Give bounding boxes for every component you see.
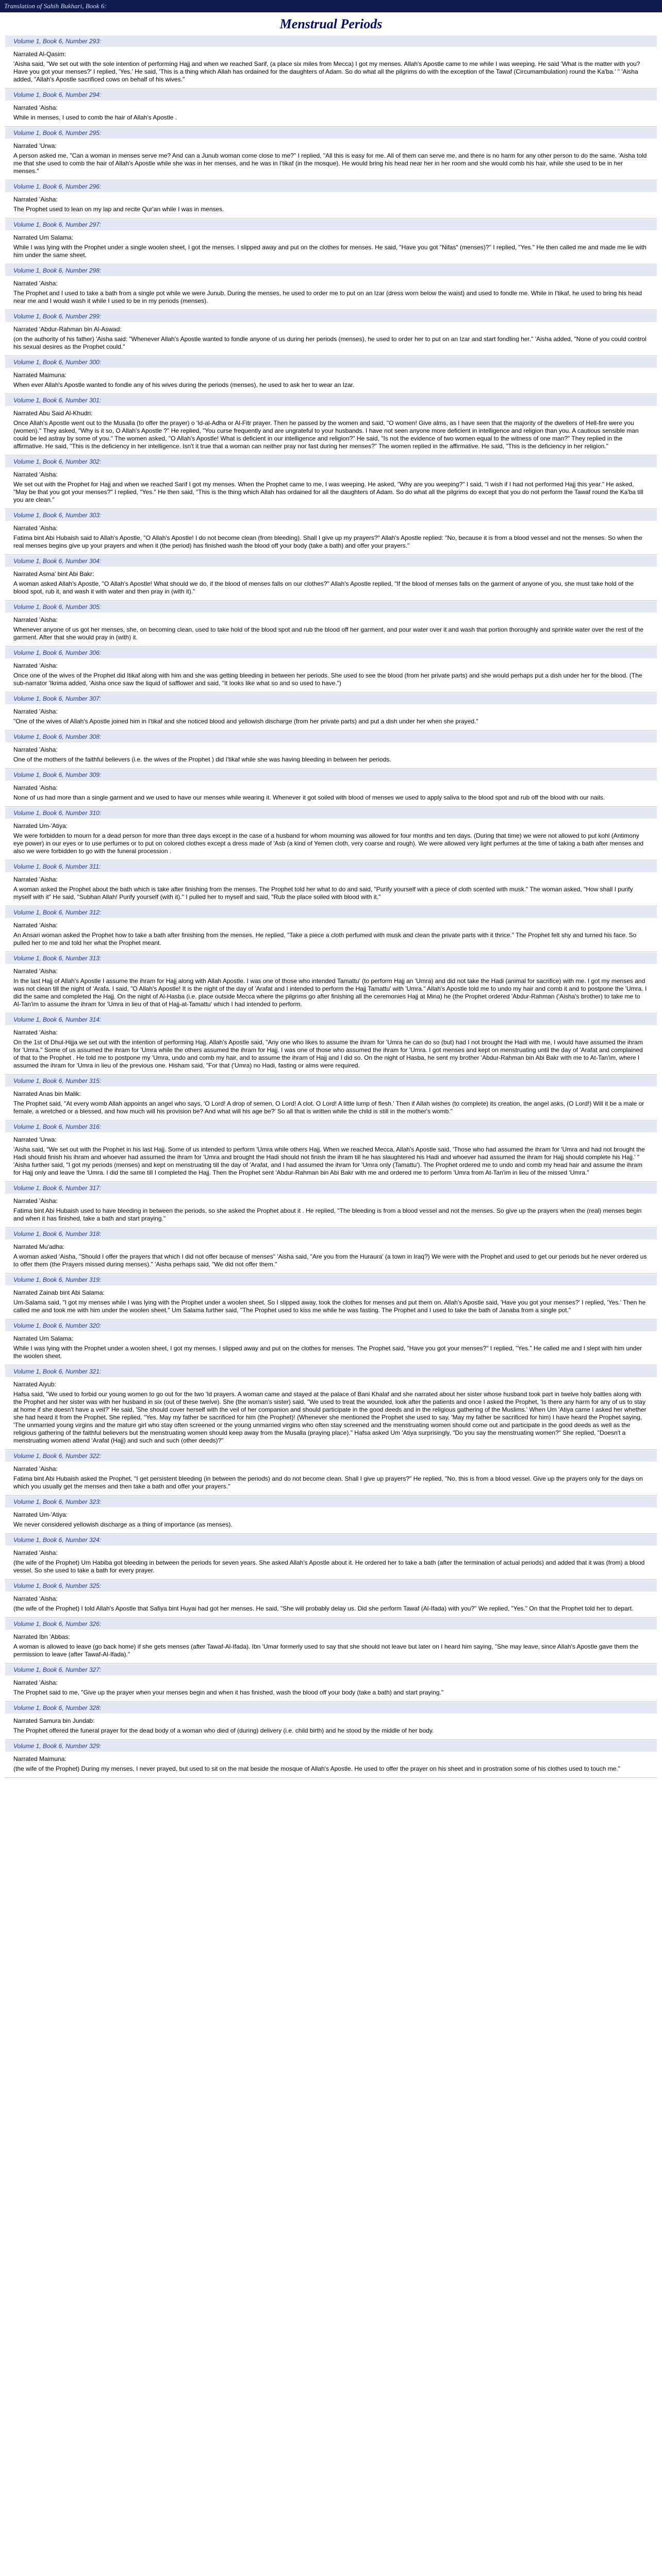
hadith-entry — [5, 1618, 657, 1664]
hadith-text: (the wife of the Prophet) During my menses, I never prayed, but used to sit on the mat beside the mosque of Allah's Apostle. He used to offer the prayer on his sheet and in prostration some of his clothes used to touch me." — [13, 1765, 620, 1772]
hadith-entry — [5, 807, 657, 860]
hadith-narrator: Narrated 'Aisha: — [13, 280, 58, 287]
hadith-text: While I was lying with the Prophet under a single woolen sheet, I got the menses. I slipped away and put on the clothes for menses. He said, "Have you got "Nifas" (menses)?" I replied, "Yes." He then called me and made me lie with him under the same sheet. — [13, 244, 647, 259]
hadith-reference: Volume 1, Book 6, Number 299: — [5, 310, 657, 322]
hadith-narrator: Narrated 'Aisha: — [13, 922, 58, 929]
hadith-text: While I was lying with the Prophet under a woolen sheet, I got my menses. I slipped away and put on the clothes for menses. The Prophet said, "Have you got your menses?" I replied, "Yes." He called me and I slept with him under the woolen sheet. — [13, 1345, 642, 1360]
hadith-reference: Volume 1, Book 6, Number 307: — [5, 692, 657, 704]
hadith-reference: Volume 1, Book 6, Number 311: — [5, 860, 657, 872]
hadith-text: The Prophet offered the funeral prayer for the dead body of a woman who died of (during) delivery (i.e. child birth) and he stood by the middle of her body. — [13, 1727, 434, 1734]
hadith-entry — [5, 509, 657, 555]
hadith-entry — [5, 647, 657, 692]
hadith-text: (the wife of the Prophet) Um Habiba got bleeding in between the periods for seven years. She asked Allah's Apostle about it. He ordered her to take a bath (after the termination of actual periods) and added that it was (from) a blood vessel. So she used to take a bath for every prayer. — [13, 1559, 645, 1574]
hadith-entry — [5, 1228, 657, 1274]
hadith-narrator: Narrated Asma' bint Abi Bakr: — [13, 570, 94, 578]
hadith-reference: Volume 1, Book 6, Number 312: — [5, 906, 657, 918]
hadith-reference: Volume 1, Book 6, Number 294: — [5, 89, 657, 100]
hadith-reference: Volume 1, Book 6, Number 313: — [5, 952, 657, 964]
hadith-reference: Volume 1, Book 6, Number 317: — [5, 1182, 657, 1194]
hadith-text: The Prophet and I used to take a bath from a single pot while we were Junub. During the menses, he used to order me to put on an Izar (dress worn below the waist) and used to fondle me. While in I'tikaf, he used to bring his head near me and I would wash it while I used to be in my periods (menses). — [13, 290, 642, 304]
hadith-text: We were forbidden to mourn for a dead person for more than three days except in the case of a husband for whom mourning was allowed for four months and ten days. (During that time) we were not allowed to put kohl (Antimony eye power) in our eyes or to use perfumes or to put on colored clothes except a dress made of 'Asb (a kind of Yemen cloth, very coarse and rough). We were allowed very light perfumes at the time of taking a bath after menses and also we were forbidden to go with the funeral procession . — [13, 832, 644, 855]
hadith-reference: Volume 1, Book 6, Number 302: — [5, 455, 657, 467]
top-bar — [0, 0, 662, 12]
hadith-entry — [5, 89, 657, 127]
hadith-entry — [5, 555, 657, 601]
hadith-reference: Volume 1, Book 6, Number 303: — [5, 509, 657, 521]
hadith-text: Once one of the wives of the Prophet did Itikaf along with him and she was getting bleeding in between her periods. She used to see the blood (from her private parts) and she would perhaps put a dish under her for the blood. (The sub-narrator 'Ikrima added, 'Aisha once saw the liquid of safflower and said, "It looks like what so and so used to have.") — [13, 672, 642, 687]
page-title: Menstrual Periods — [279, 16, 383, 31]
hadith-reference: Volume 1, Book 6, Number 316: — [5, 1121, 657, 1132]
hadith-text: A woman is allowed to leave (go back home) if she gets menses (after Tawaf-Al-Ifada). Ibn 'Umar formerly used to say that she should not leave but later on I heard him saying, "She may leave, since Allah's Apostle gave them the permission to leave (after Tawaf-Al-Ifada)." — [13, 1643, 638, 1658]
hadith-entry — [5, 906, 657, 952]
hadith-text: A woman asked the Prophet about the bath which is take after finishing from the menses. The Prophet told her what to do and said, "Purify yourself with a piece of cloth scented with musk." The woman asked, "How shall I purify myself with it" He said, "Subhan Allah! Purify yourself (with it)." I pulled her to myself and said, "Rub the place soiled with blood with it." — [13, 886, 633, 901]
hadith-narrator: Narrated 'Aisha: — [13, 968, 58, 975]
hadith-text: We set out with the Prophet for Hajj and when we reached Sarif I got my menses. When the Prophet came to me, I was weeping. He asked, "Why are you weeping?" I said, "I wish if I had not performed Hajj this year." He asked, "May be that you got your menses?" I replied, "Yes." He then said, "This is the thing which Allah has ordained for all the daughters of Adam. So do what all the pilgrims do except that you do not perform the Tawaf round the Ka'ba till you are clean." — [13, 481, 643, 503]
hadith-reference: Volume 1, Book 6, Number 326: — [5, 1618, 657, 1630]
hadith-reference: Volume 1, Book 6, Number 306: — [5, 647, 657, 658]
hadith-entry — [5, 394, 657, 455]
hadith-entry — [5, 127, 657, 180]
hadith-reference: Volume 1, Book 6, Number 318: — [5, 1228, 657, 1240]
hadith-text: The Prophet said, "At every womb Allah appoints an angel who says, 'O Lord! A drop of semen, O Lord! A clot. O Lord! A little lump of flesh.' Then if Allah wishes (to complete) its creation, the angel asks, (O Lord!) Will it be a male or female, a wretched or a blessed, and how much will his provision be? And what will his age be?' So all that is written while the child is still in the mother's womb." — [13, 1100, 644, 1115]
hadith-text: A person asked me, "Can a woman in menses serve me? And can a Junub woman come close to me?" I replied, "All this is easy for me. All of them can serve me, and there is no harm for any other person to do the same. 'Aisha told me that she used to comb the hair of Allah's Apostle while she was in her menses, and he was in I'tikaf (in the mosque). He would bring his head near her in her room and she would comb his hair, while she used to be in her menses." — [13, 152, 647, 175]
hadith-narrator: Narrated 'Aisha: — [13, 1549, 58, 1556]
hadith-reference: Volume 1, Book 6, Number 296: — [5, 180, 657, 192]
hadith-entry — [5, 1013, 657, 1075]
hadith-text: While in menses, I used to comb the hair of Allah's Apostle . — [13, 114, 177, 121]
hadith-reference: Volume 1, Book 6, Number 327: — [5, 1664, 657, 1675]
hadith-reference: Volume 1, Book 6, Number 324: — [5, 1534, 657, 1546]
hadith-narrator: Narrated 'Aisha: — [13, 104, 58, 111]
hadith-entry — [5, 1274, 657, 1319]
hadith-entry — [5, 1319, 657, 1365]
hadith-text: One of the mothers of the faithful believers (i.e. the wives of the Prophet ) did I'tikaf while she was having bleeding in between her periods. — [13, 756, 391, 763]
hadith-narrator: Narrated Samura bin Jundab: — [13, 1717, 95, 1724]
hadith-entry — [5, 1450, 657, 1496]
hadith-narrator: Narrated Um Salama: — [13, 234, 74, 241]
hadith-narrator: Narrated 'Aisha: — [13, 708, 58, 715]
hadith-text: 'Aisha said, "We set out with the sole intention of performing Hajj and when we reached Sarif, (a place six miles from Mecca) I got my menses. Allah's Apostle came to me while I was weeping. He said 'What is the matter with you? Have you got your menses?' I replied, 'Yes.' He said, 'This is a thing which Allah has ordained for the daughters of Adam. So do what all the pilgrims do with the exception of the Tawaf (Circumambulation) round the Ka'ba.' " 'Aisha added, "Allah's Apostle sacrificed cows on behalf of his wives." — [13, 60, 640, 83]
hadith-reference: Volume 1, Book 6, Number 321: — [5, 1365, 657, 1377]
hadith-reference: Volume 1, Book 6, Number 308: — [5, 731, 657, 742]
hadith-narrator: Narrated Zainab bint Abi Salama: — [13, 1289, 105, 1296]
hadith-text: (the wife of the Prophet) I told Allah's Apostle that Safiya bint Huyai had got her menses. He said, "She will probably delay us. Did she perform Tawaf (Al-Ifada) with you?" We replied, "Yes." On that the Prophet told her to depart. — [13, 1605, 634, 1612]
hadith-text: "One of the wives of Allah's Apostle joined him in I'tikaf and she noticed blood and yellowish discharge (from her private parts) and put a dish under her when she prayed." — [13, 718, 478, 725]
hadith-narrator: Narrated Mu'adha: — [13, 1243, 65, 1250]
hadith-reference: Volume 1, Book 6, Number 298: — [5, 264, 657, 276]
hadith-narrator: Narrated 'Urwa: — [13, 142, 57, 149]
hadith-entry — [5, 1702, 657, 1740]
hadith-entry — [5, 1740, 657, 1778]
hadith-reference: Volume 1, Book 6, Number 300: — [5, 356, 657, 368]
hadith-reference: Volume 1, Book 6, Number 297: — [5, 218, 657, 230]
hadith-entry — [5, 455, 657, 509]
hadith-narrator: Narrated 'Aisha: — [13, 662, 58, 669]
hadith-entry — [5, 1580, 657, 1618]
hadith-reference: Volume 1, Book 6, Number 310: — [5, 807, 657, 819]
hadith-reference: Volume 1, Book 6, Number 320: — [5, 1319, 657, 1331]
hadith-entry — [5, 1534, 657, 1580]
hadith-entry — [5, 1496, 657, 1534]
hadith-text: Once Allah's Apostle went out to the Musalla (to offer the prayer) o 'Id-al-Adha or Al-Fitr prayer. Then he passed by the women and said, "O women! Give alms, as I have seen that the majority of the dwellers of Hell-fire were you (women)." They asked, "Why is it so, O Allah's Apostle ?" He replied, "You curse frequently and are ungrateful to your husbands. I have not seen anyone more deficient in intelligence and religion than you. A cautious sensible man could be led astray by some of you." The women asked, "O Allah's Apostle! What is deficient in our intelligence and religion?" He said, "Is not the evidence of two women equal to the witness of one man?" They replied in the affirmative. He said, "This is the deficiency in her intelligence. Isn't it true that a woman can neither pray nor fast during her menses?" The women replied in the affirmative. He said, "This is the deficiency in her religion." — [13, 419, 639, 450]
hadith-narrator: Narrated 'Aisha: — [13, 1197, 58, 1205]
hadith-entry — [5, 1182, 657, 1228]
hadith-entry — [5, 1121, 657, 1182]
hadith-narrator: Narrated Um Salama: — [13, 1335, 74, 1342]
hadith-entry — [5, 35, 657, 89]
hadith-narrator: Narrated Maimuna: — [13, 371, 67, 379]
hadith-reference: Volume 1, Book 6, Number 325: — [5, 1580, 657, 1591]
hadith-entry — [5, 601, 657, 647]
hadith-narrator: Narrated Al-Qasim: — [13, 50, 67, 58]
hadith-narrator: Narrated 'Aisha: — [13, 1465, 58, 1472]
hadith-reference: Volume 1, Book 6, Number 304: — [5, 555, 657, 567]
hadith-text: The Prophet used to lean on my lap and recite Qur'an while I was in menses. — [13, 206, 224, 213]
hadith-entry — [5, 731, 657, 769]
hadith-entry — [5, 1075, 657, 1121]
hadith-narrator: Narrated 'Urwa: — [13, 1136, 57, 1143]
hadith-entry — [5, 180, 657, 218]
hadith-text: Fatima bint Abi Hubaish used to have bleeding in between the periods, so she asked the Prophet about it . He replied, "The bleeding is from a blood vessel and not the menses. So give up the prayers when the (real) menses begin and when it has finished, take a bath and start praying." — [13, 1207, 642, 1222]
hadith-text: We never considered yellowish discharge as a thing of importance (as menses). — [13, 1521, 233, 1528]
hadith-text: Whenever anyone of us got her menses, she, on becoming clean, used to take hold of the blood spot and rub the blood off her garment, and pour water over it and wash that portion thoroughly and sprinkle water over the rest of the garment. After that she would pray in (with) it. — [13, 626, 643, 641]
hadith-text: The Prophet said to me, "Give up the prayer when your menses begin and when it has finished, wash the blood off your body (take a bath) and start praying." — [13, 1689, 444, 1696]
hadith-reference: Volume 1, Book 6, Number 301: — [5, 394, 657, 406]
breadcrumb[interactable]: Translation of Sahih Bukhari, Book 6: — [4, 2, 107, 10]
hadith-reference: Volume 1, Book 6, Number 322: — [5, 1450, 657, 1462]
hadith-text: Fatima bint Abi Hubaish said to Allah's Apostle, "O Allah's Apostle! I do not become clean (from bleeding). Shall I give up my prayers?" Allah's Apostle replied: "No, because it is from a blood vessel and not the menses. So when the real menses begins give up your prayers and when it (the period) has finished wash the blood off your body (take a bath) and offer your prayers." — [13, 534, 642, 549]
hadith-narrator: Narrated Aiyub: — [13, 1381, 56, 1388]
hadith-reference: Volume 1, Book 6, Number 309: — [5, 769, 657, 781]
hadith-entry — [5, 1365, 657, 1450]
hadith-entry — [5, 356, 657, 394]
hadith-text: Hafsa said, "We used to forbid our young women to go out for the two 'Id prayers. A woman came and stayed at the palace of Bani Khalaf and she narrated about her sister whose husband took part in twelve holy battles along with the Prophet and her sister was with her husband in six (out of these twelve). She (the woman's sister) said, "We used to treat the wounded, look after the patients and once I asked the Prophet, 'Is there any harm for any of us to stay at home if she doesn't have a veil?' He said, 'She should cover herself with the veil of her companion and should participate in the good deeds and in the religious gathering of the Muslims.' When Um 'Atiya came I asked her whether she had heard it from the Prophet. She replied, "Yes. May my father be sacrificed for him (the Prophet)! (Whenever she mentioned the Prophet she used to say, 'May my father be sacrificed for him) I have heard the Prophet saying, 'The unmarried young virgins and the mature girl who stay often screened or the young unmarried virgins who often stay screened and the menstruating women should come out and participate in the good deeds as well as the religious gathering of the faithful believers but the menstruating women should keep away from the Musalla (praying place)." Hafsa asked Um 'Atiya surprisingly, "Do you say the menstruating women?" She replied, "Doesn't a menstruating women attend 'Arafat (Hajj) and such and such (other deeds)?" — [13, 1391, 647, 1444]
hadith-narrator: Narrated Ibn 'Abbas: — [13, 1633, 70, 1640]
hadith-reference: Volume 1, Book 6, Number 323: — [5, 1496, 657, 1507]
hadith-entry — [5, 264, 657, 310]
hadith-text: When ever Allah's Apostle wanted to fondle any of his wives during the periods (menses), he used to ask her to wear an Izar. — [13, 381, 355, 388]
hadith-narrator: Narrated 'Abdur-Rahman bin Al-Aswad: — [13, 326, 122, 333]
hadith-text: (on the authority of his father) 'Aisha said: "Whenever Allah's Apostle wanted to fondle anyone of us during her periods (menses), he used to order her to put on an Izar and start fondling her." 'Aisha added, "None of you could control his sexual desires as the Prophet could." — [13, 335, 647, 350]
hadith-text: An Ansari woman asked the Prophet how to take a bath after finishing from the menses. He replied, "Take a piece a cloth perfumed with musk and clean the private parts with it thrice." The Prophet felt shy and turned his face. So pulled her to me and told her what the Prophet meant. — [13, 931, 637, 946]
hadith-entry — [5, 769, 657, 807]
hadith-text: None of us had more than a single garment and we used to have our menses while wearing it. Whenever it got soiled with blood of menses we used to apply saliva to the blood spot and rub off the blood with our nails. — [13, 794, 605, 801]
hadith-reference: Volume 1, Book 6, Number 293: — [5, 35, 657, 47]
hadith-text: Um-Salama said, "I got my menses while I was lying with the Prophet under a woolen sheet. So I slipped away, took the clothes for menses and put them on. Allah's Apostle said, 'Have you got your menses?' I replied, 'Yes.' Then he called me and took me with him under the woolen sheet." Um Salama further said, "The Prophet used to kiss me while he was fasting. The Prophet and I used to take the bath of Janaba from a single pot." — [13, 1299, 646, 1314]
hadith-entry — [5, 692, 657, 731]
hadith-narrator: Narrated 'Aisha: — [13, 524, 58, 532]
hadith-entry — [5, 310, 657, 356]
hadith-reference: Volume 1, Book 6, Number 315: — [5, 1075, 657, 1087]
hadith-entry — [5, 1664, 657, 1702]
hadith-narrator: Narrated Abu Said Al-Khudri: — [13, 410, 93, 417]
hadith-narrator: Narrated 'Aisha: — [13, 876, 58, 883]
hadith-narrator: Narrated 'Aisha: — [13, 616, 58, 623]
hadith-entry — [5, 952, 657, 1013]
hadith-narrator: Narrated Um-'Atiya: — [13, 822, 68, 829]
hadith-text: A woman asked Allah's Apostle, "O Allah's Apostle! What should we do, if the blood of menses falls on our clothes?" Allah's Apostle replied, "If the blood of menses falls on the garment of anyone of you, she must take hold of the blood spot, rub it, and wash it with water and then pray in (with it)." — [13, 580, 634, 595]
hadith-reference: Volume 1, Book 6, Number 329: — [5, 1740, 657, 1752]
hadith-text: Fatima bint Abi Hubaish asked the Prophet, "I get persistent bleeding (in between the periods) and do not become clean. Shall I give up prayers?" He replied, "No, this is from a blood vessel. Give up the prayers only for the days on which you usually get the menses and then take a bath and offer your prayers." — [13, 1475, 643, 1490]
hadith-text: In the last Hajj of Allah's Apostle I assume the ihram for Hajj along with Allah Apostle. I was one of those who intended Tamattu' (to perform Hajj an 'Umra) and did not take the Hadi (animal for sacrifice) with me. I got my menses and was not clean till the night of 'Arafa. I said, "O Allah's Apostle! It is the night of the day of 'Arafat and I intended to perform the Hajj Tamattu' with 'Umra." Allah's Apostle told me to undo my hair and comb it and to postpone the 'Umra. I did the same and completed the Hajj. On the night of Al-Hasba (i.e. place outside Mecca where the pilgrims go after finishing all the ceremonies Hajj at Mina) he (the Prophet ordered 'Abdur-Rahman ('Aisha's brother) to take me to Al-Tan'im to assume the ihram for 'Umra in lieu of that of Hajj-at-Tamattu' which I had intended to perform. — [13, 977, 647, 1008]
hadith-entry — [5, 218, 657, 264]
hadith-text: 'Aisha said, "We set out with the Prophet in his last Hajj. Some of us intended to perform 'Umra while others Hajj. When we reached Mecca, Allah's Apostle said, 'Those who had assumed the ihram for 'Umra and had not brought the Hadi should finish his ihram and whoever had assumed the ihram for 'Umra and brought the Hadi should not finish the ihram till he has slaughtered his Hadi and whoever had assumed the ihram for Hajj should complete his Hajj.' " 'Aisha further said, "I got my periods (menses) and kept on menstruating till the day of 'Arafat, and I had assumed the ihram for 'Umra only (Tamattu'). The Prophet ordered me to undo and comb my head hair and assume the ihram for Hajj only and leave the 'Umra. I did the same till I completed the Hajj. Then the Prophet sent 'Abdur-Rahman bin Abi Bakr with me and ordered me to perform 'Umra from At-Tan'im in lieu of the missed 'Umra." — [13, 1146, 645, 1176]
hadith-text: A woman asked 'Aisha, "Should I offer the prayers that which I did not offer because of menses" 'Aisha said, "Are you from the Huraura' (a town in Iraq?) We were with the Prophet and used to get our periods but he never ordered us to offer them (the Prayers missed during menses)." 'Aisha perhaps said, "We did not offer them." — [13, 1253, 647, 1268]
hadith-list — [0, 35, 662, 1793]
hadith-text: On the 1st of Dhul-Hijja we set out with the intention of performing Hajj. Allah's Apostle said, "Any one who likes to assume the ihram for 'Umra he can do so (but) had I not brought the Hadi with me, I would have assumed the ihram for 'Umra." Some of us assumed the ihram for 'Umra while the others assumed the ihram for Hajj. I was one of those who assumed the ihram for 'Umra. I got menses and kept on menstruating until the day of 'Arafat and complained of that to the Prophet . He told me to postpone my 'Umra, undo and comb my hair, and to assume the ihram of Hajj and I did so. On the night of Hasba, he sent my brother 'Abdur-Rahman bin Abi Bakr with me to At-Tan'im, where I assumed the ihram for 'Umra in lieu of the previous one. Hisham said, "For that ('Umra) no Hadi, fasting or alms were required. — [13, 1039, 643, 1069]
hadith-narrator: Narrated 'Aisha: — [13, 1029, 58, 1036]
hadith-entry — [5, 860, 657, 906]
hadith-narrator: Narrated 'Aisha: — [13, 1679, 58, 1686]
hadith-reference: Volume 1, Book 6, Number 328: — [5, 1702, 657, 1714]
hadith-reference: Volume 1, Book 6, Number 305: — [5, 601, 657, 613]
hadith-narrator: Narrated Anas bin Malik: — [13, 1090, 81, 1097]
hadith-narrator: Narrated Maimuna: — [13, 1755, 67, 1762]
hadith-reference: Volume 1, Book 6, Number 314: — [5, 1013, 657, 1025]
hadith-narrator: Narrated 'Aisha: — [13, 196, 58, 203]
hadith-reference: Volume 1, Book 6, Number 319: — [5, 1274, 657, 1285]
hadith-narrator: Narrated 'Aisha: — [13, 784, 58, 791]
hadith-reference: Volume 1, Book 6, Number 295: — [5, 127, 657, 139]
hadith-narrator: Narrated Um-'Atiya: — [13, 1511, 68, 1518]
hadith-narrator: Narrated 'Aisha: — [13, 1595, 58, 1602]
hadith-narrator: Narrated 'Aisha: — [13, 471, 58, 478]
hadith-narrator: Narrated 'Aisha: — [13, 746, 58, 753]
